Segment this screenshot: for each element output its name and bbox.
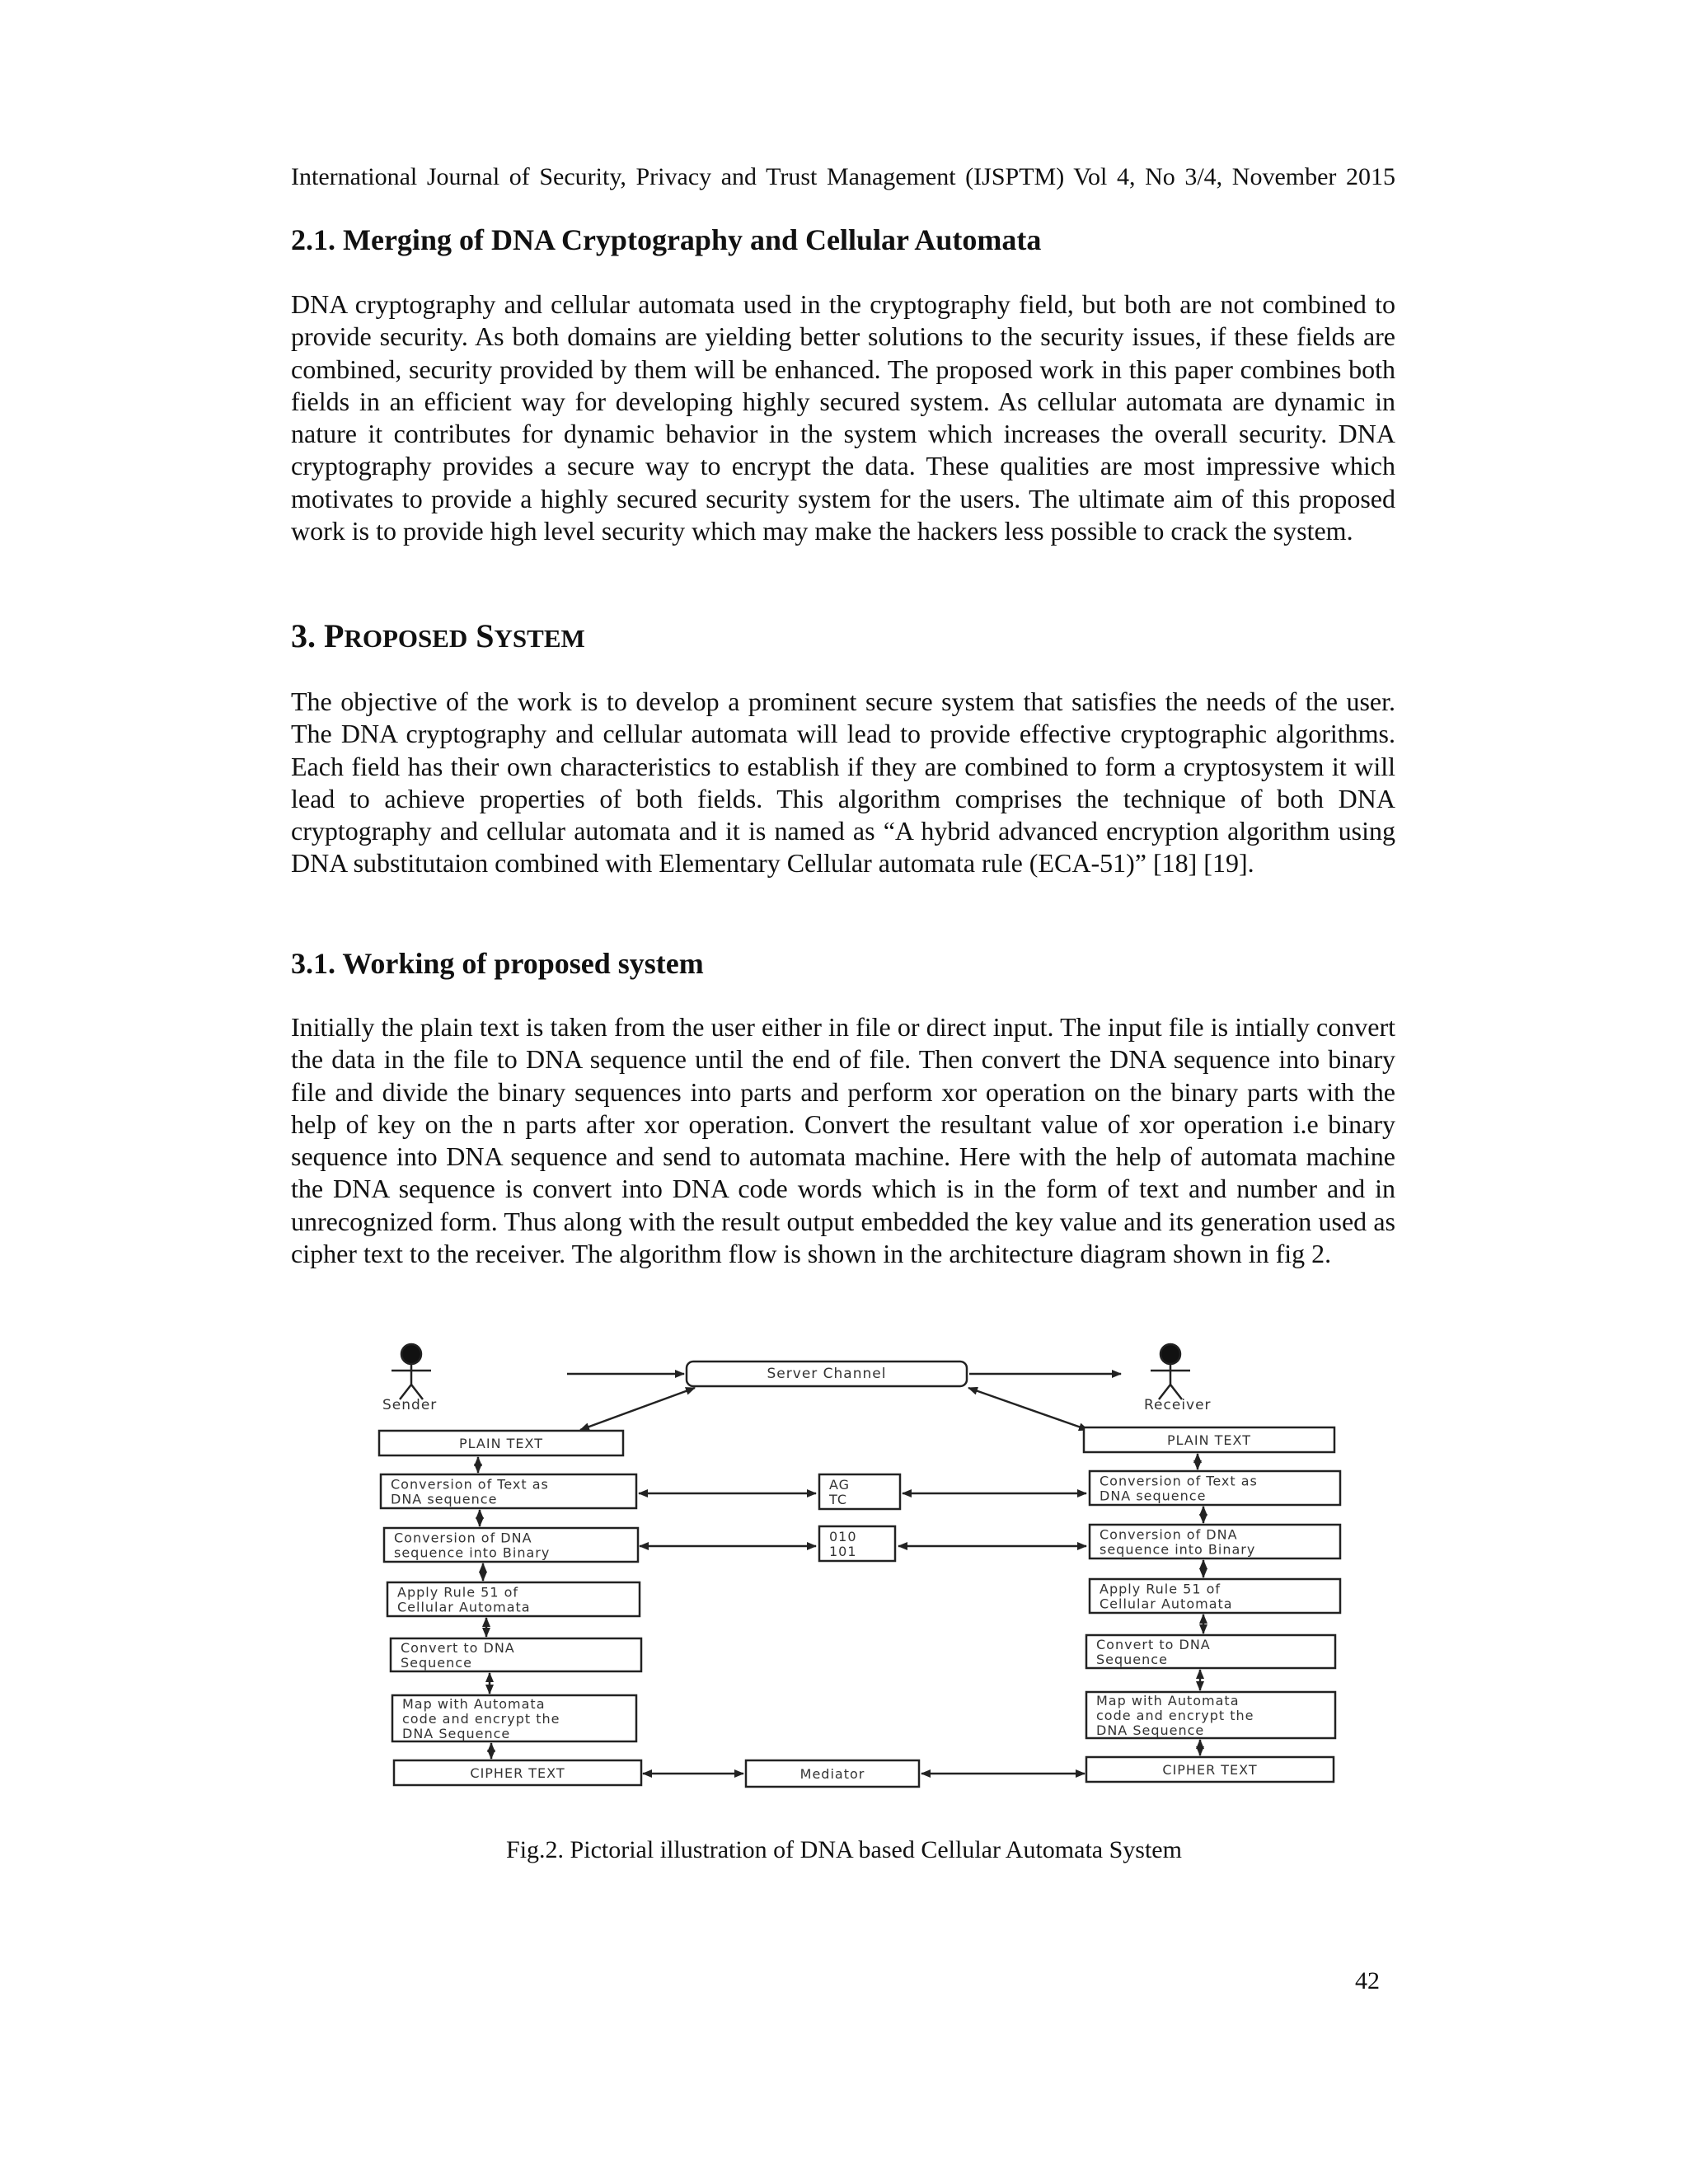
running-header: International Journal of Security, Privacy and Trust Management (IJSPTM) Vol 4, No 3/4, November 2015 <box>291 163 1395 190</box>
receiver-step-box-text: Sequence <box>1096 1652 1168 1667</box>
section-3-1-paragraph: Initially the plain text is taken from the user either in file or direct input. The input file is intially convert the data in the file to DNA sequence until the end of file. Then convert the DNA sequence into binary file and divide the binary sequences into parts and perform xor operation on the binary parts with the help of key on the n parts after xor operation. Convert the resultant value of xor operation i.e binary sequence into DNA sequence and send to automata machine. Here with the help of automata machine the DNA sequence is convert into DNA code words which is in the form of text and number and in unrecognized form. Thus along with the result output embedded the key value and its generation used as cipher text to the receiver. The algorithm flow is shown in the architecture diagram shown in fig 2. <box>291 1012 1395 1269</box>
receiver-step-box-text: Apply Rule 51 of <box>1100 1581 1221 1597</box>
sender-step-box-text: DNA sequence <box>391 1491 498 1507</box>
receiver-step-box-text: DNA sequence <box>1100 1488 1207 1504</box>
mediator-box-text: Mediator <box>799 1766 865 1782</box>
sender-step-box-text: DNA Sequence <box>402 1726 511 1741</box>
sender-step-box-text: Convert to DNA <box>401 1640 515 1656</box>
server-to-left-plaintext-arrow <box>580 1388 695 1430</box>
sender-step-box-text: Conversion of Text as <box>391 1476 549 1493</box>
server-to-right-plaintext-arrow <box>968 1388 1088 1430</box>
sender-step-box-text: CIPHER TEXT <box>470 1765 565 1781</box>
sender-step-box-text: sequence into Binary <box>394 1544 551 1561</box>
section-2-1-paragraph: DNA cryptography and cellular automata used in the cryptography field, but both are not combined to provide security. As both domains are yielding better solutions to the security issues, if these fields are combined, security provided by them will be enhanced. The proposed work in this paper combines both fields in an efficient way for developing highly secured system. As cellular automata are dynamic in nature it contributes for dynamic behavior in the system which increases the overall security. DNA cryptography provides a secure way to encrypt the data. These qualities are most impressive which motivates to provide a highly secured security system for the users. The ultimate aim of this proposed work is to provide high level security which may make the hackers less possible to crack the system. <box>291 289 1395 546</box>
figure-caption: Fig.2. Pictorial illustration of DNA based Cellular Automata System <box>506 1836 1182 1863</box>
binary-key-box-text: 101 <box>829 1544 857 1559</box>
receiver-step-box-text: Conversion of DNA <box>1100 1526 1238 1543</box>
dna-key-box-text: TC <box>829 1492 848 1507</box>
receiver-step-box-text: PLAIN TEXT <box>1167 1432 1251 1448</box>
section-2-1-heading: 2.1. Merging of DNA Cryptography and Cellular Automata <box>291 223 1042 256</box>
binary-key-box-text: 010 <box>829 1529 857 1544</box>
receiver-step-box-text: DNA Sequence <box>1096 1722 1205 1738</box>
sender-step-box-text: Cellular Automata <box>397 1599 531 1615</box>
receiver-figure-head <box>1160 1344 1180 1364</box>
dna-key-box-text: AG <box>829 1477 851 1493</box>
sender-step-box-text: code and encrypt the <box>402 1711 560 1727</box>
receiver-step-box-text: code and encrypt the <box>1096 1708 1254 1723</box>
sender-label: Sender <box>382 1397 438 1413</box>
receiver-step-box-text: CIPHER TEXT <box>1162 1762 1258 1778</box>
receiver-step-box-text: Convert to DNA <box>1096 1637 1211 1652</box>
sender-step-box-text: Map with Automata <box>402 1696 546 1712</box>
sender-step-box-text: Sequence <box>401 1655 472 1671</box>
receiver-step-box-text: Conversion of Text as <box>1100 1473 1258 1489</box>
server-channel-label: Server Channel <box>767 1366 887 1382</box>
section-3-number: 3. <box>291 617 316 654</box>
receiver-step-box-text: Map with Automata <box>1096 1693 1240 1708</box>
sender-step-box-text: Apply Rule 51 of <box>397 1584 519 1601</box>
section-3-1-heading: 3.1. Working of proposed system <box>291 947 704 980</box>
sender-figure-head <box>401 1344 421 1364</box>
sender-step-box-text: Conversion of DNA <box>394 1530 532 1546</box>
section-3-title: PROPOSED SYSTEM <box>324 617 585 654</box>
sender-step-box-text: PLAIN TEXT <box>459 1436 543 1451</box>
page-number: 42 <box>1355 1967 1380 1994</box>
section-3-paragraph: The objective of the work is to develop a prominent secure system that satisfies the needs of the user. The DNA cryptography and cellular automata will lead to provide effective cryptographic algorithms. Each field has their own characteristics to establish if they are combined to form a cryptosystem it will lead to achieve properties of both fields. This algorithm comprises the technique of both DNA cryptography and cellular automata and it is named as “A hybrid advanced encryption algorithm using DNA substitutaion combined with Elementary Cellular automata rule (ECA-51)” [18] [19]. <box>291 687 1395 879</box>
receiver-label: Receiver <box>1144 1397 1212 1413</box>
receiver-step-box-text: sequence into Binary <box>1100 1541 1256 1558</box>
receiver-step-box-text: Cellular Automata <box>1100 1596 1233 1612</box>
